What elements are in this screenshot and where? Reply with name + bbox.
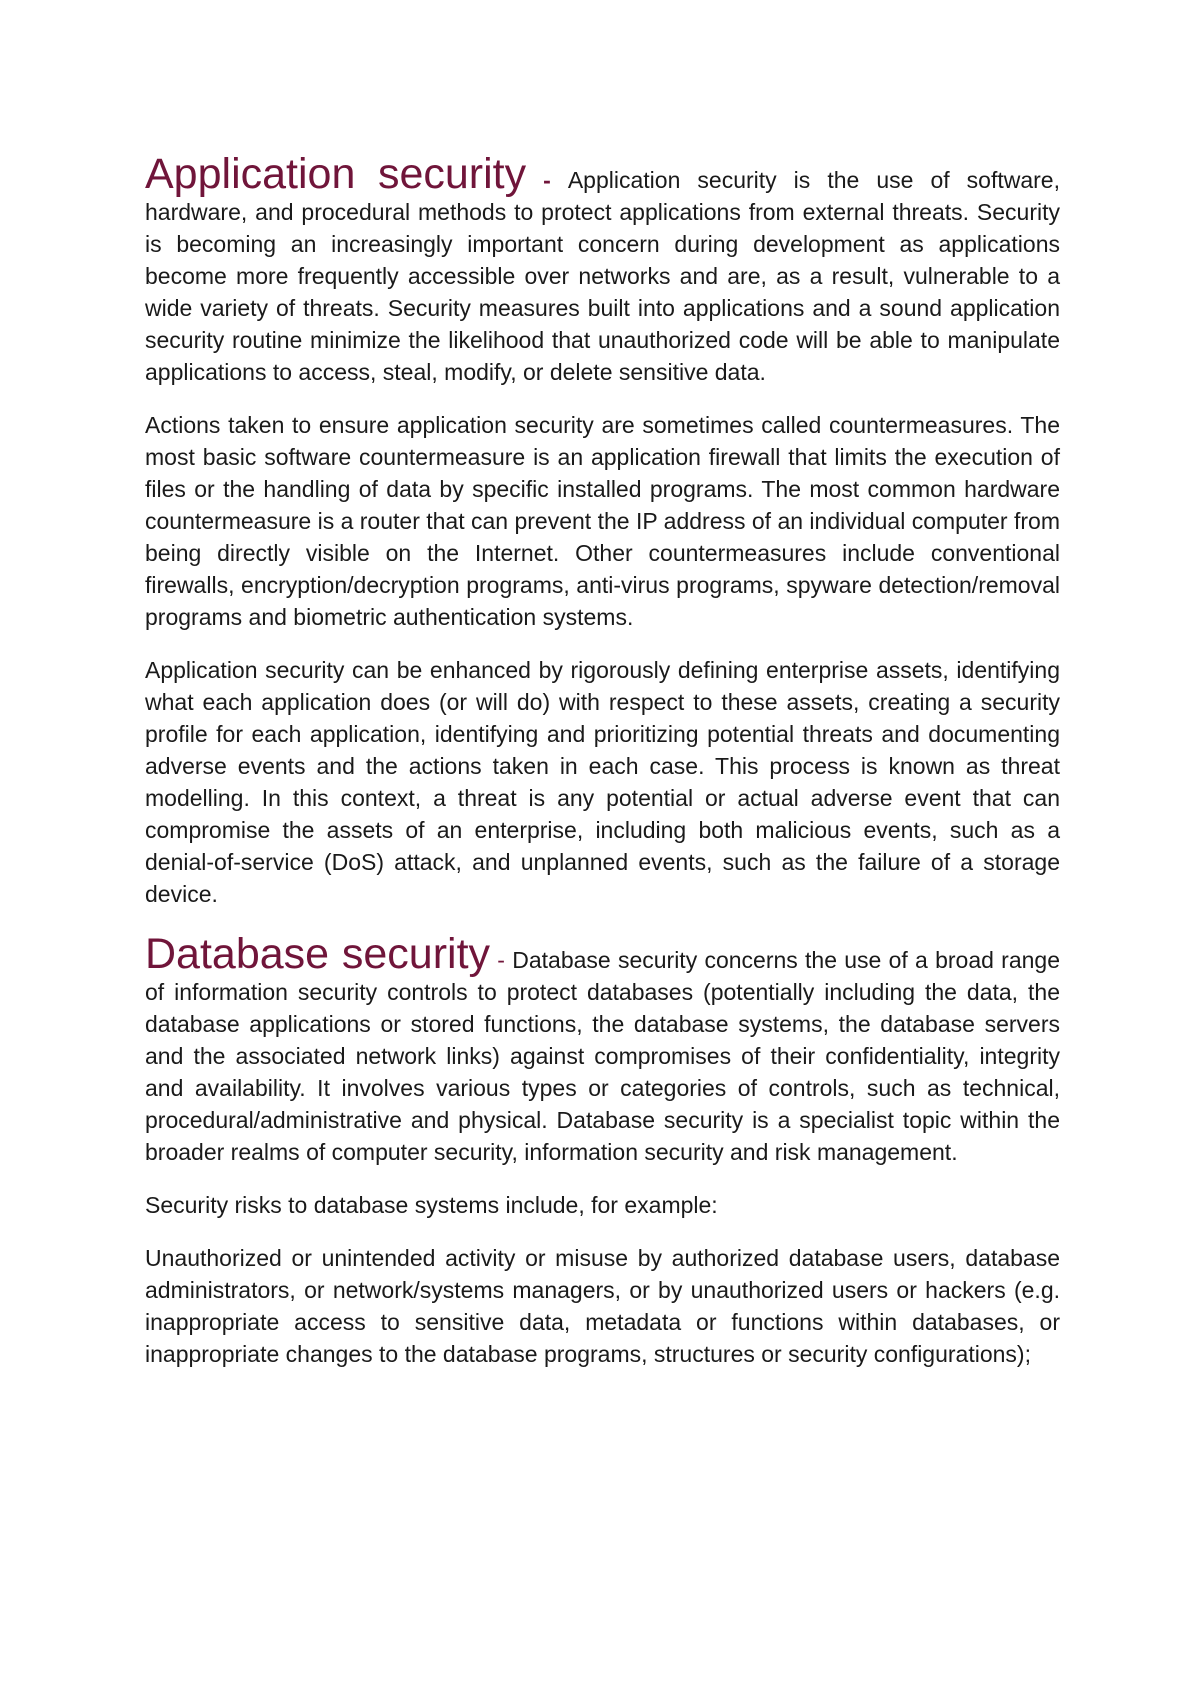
application-security-paragraph-threat-modelling: Application security can be enhanced by rigorously defining enterprise assets, identifying what each application does (or will do) with respect to these assets, creating a security profile for each application, identifying and prioritizing potential threats and documenting adverse events and the actions taken in each case. This process is known as threat modelling. In this context, a threat is any potential or actual adverse event that can compromise the assets of an enterprise, including both malicious events, such as a denial-of-service (DoS) attack, and unplanned events, such as the failure of a storage device.	[145, 657, 1060, 907]
database-security-paragraph-unauthorized-activity: Unauthorized or unintended activity or misuse by authorized database users, database administrators, or network/systems managers, or by unauthorized users or hackers (e.g. inappropriate access to sensitive data, metadata or functions within databases, or inappropriate changes to the database programs, structures or security configurations);	[145, 1245, 1060, 1367]
database-security-intro-text: Database security concerns the use of a broad range of information security controls to protect databases (potentially including the data, the database applications or stored functions, the database systems, the database servers and the associated network links) against compromises of their confidentiality, integrity and availability. It involves various types or categories of controls, such as technical, procedural/administrative and physical. Database security is a specialist topic within the broader realms of computer security, information security and risk management.	[145, 947, 1061, 1165]
application-security-intro-text: Application security is the use of software, hardware, and procedural methods to protect applications from external threats. Security is becoming an increasingly important concern during development as applications become more frequently accessible over networks and are, as a result, vulnerable to a wide variety of threats. Security measures built into applications and a sound application security routine minimize the likelihood that unauthorized code will be able to manipulate applications to access, steal, modify, or delete sensitive data.	[145, 167, 1060, 385]
database-security-heading: Database security	[145, 930, 491, 978]
document-page	[145, 150, 1061, 1391]
application-security-intro-paragraph	[145, 150, 1060, 388]
database-security-separator: -	[490, 947, 513, 973]
application-security-paragraph-countermeasures: Actions taken to ensure application security are sometimes called countermeasures. The most basic software countermeasure is an application firewall that limits the execution of files or the handling of data by specific installed programs. The most common hardware countermeasure is a router that can prevent the IP address of an individual computer from being directly visible on the Internet. Other countermeasures include conventional firewalls, encryption/decryption programs, anti-virus programs, spyware detection/removal programs and biometric authentication systems.	[145, 412, 1060, 630]
database-security-intro-paragraph	[145, 930, 1061, 1168]
database-security-paragraph-risks-lead: Security risks to database systems include, for example:	[145, 1192, 718, 1218]
application-security-heading: Application security	[145, 150, 527, 198]
application-security-separator: -	[526, 167, 568, 193]
